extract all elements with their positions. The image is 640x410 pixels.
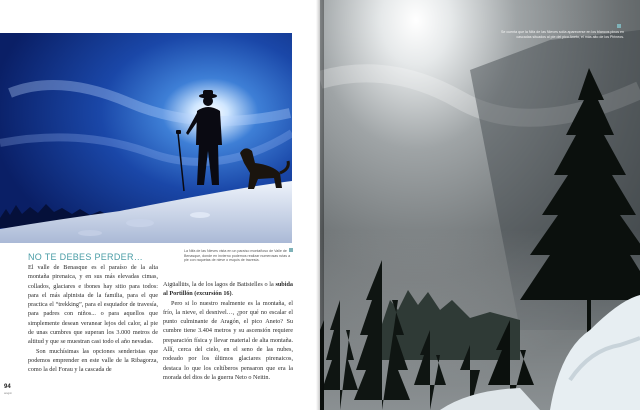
caption-marker	[617, 24, 621, 28]
column2-p1-bold: subida al Portillón (excursión 16)	[163, 281, 293, 298]
right-page-photo	[320, 0, 640, 410]
column2-paragraph-1	[163, 280, 293, 299]
right-photo-caption-text: Se cuenta que la Nifa de las Nieves solía aparecerse en los blancos pinos en cascadas situados al pie del pico Aneto, el más alto de los Pirineos.	[500, 30, 624, 39]
section-heading: NO TE DEBES PERDER…	[28, 252, 144, 262]
column2-paragraph-2: Pero si lo nuestro realmente es la montaña, el frío, la nieve, el desnivel…, ¿por qué no escalar el punto culminante de Aragón, el pico Aneto? Su cumbre tiene 3.404 metros y su ascensión requiere preparación física y llevar material de alta montaña. Allí, cerca del cielo, en el seno de las nubes, rodeado por los últimos glaciares pirenaicos, destaca lo que los celtíberos pensaron que era la morada del dios de la guerra Neto o Neitin.	[163, 299, 293, 381]
caption-marker	[289, 248, 293, 252]
text-column-2	[163, 280, 293, 382]
column1-paragraph-2: Son muchísimas las opciones senderistas que podemos emprender en este valle de la Ribagorza, como la del Forau y la cascada de	[28, 347, 158, 374]
left-photo-caption	[184, 249, 292, 263]
page-gutter	[316, 0, 324, 410]
page-number: 94	[4, 384, 11, 390]
right-photo-caption	[492, 30, 624, 39]
text-column-1	[28, 263, 158, 375]
column1-paragraph-1: El valle de Benasque es el paraíso de la alta montaña pirenaica, y en sus más elevadas cimas, collados, glaciares e ibones hay sitio para todos: para el más alpinista de la familia, para el que practica el “trekking”, para el esquiador de travesía, para padres con niños... o para aquellos que simplemente desean veranear lejos del calor, al pie de unas cumbres que superan los 3.000 metros de altitud y que se muestran casi todo el año nevadas.	[28, 264, 158, 346]
left-photo-caption-text: La Nifa de las Nieves vista en un paraíso montañoso de Valle de Benasque, donde en invierno podemos realizar numerosas rutas a pie con raquetas de nieve o esquís de travesía.	[184, 249, 291, 263]
page-section-label: aragón	[4, 392, 13, 395]
hiker-dog-silhouette-photo	[0, 33, 292, 243]
column2-p1-text: Aigüallüts, la de los lagos de Batisielles o la	[163, 281, 276, 288]
column2-p1-end: .	[231, 290, 234, 298]
